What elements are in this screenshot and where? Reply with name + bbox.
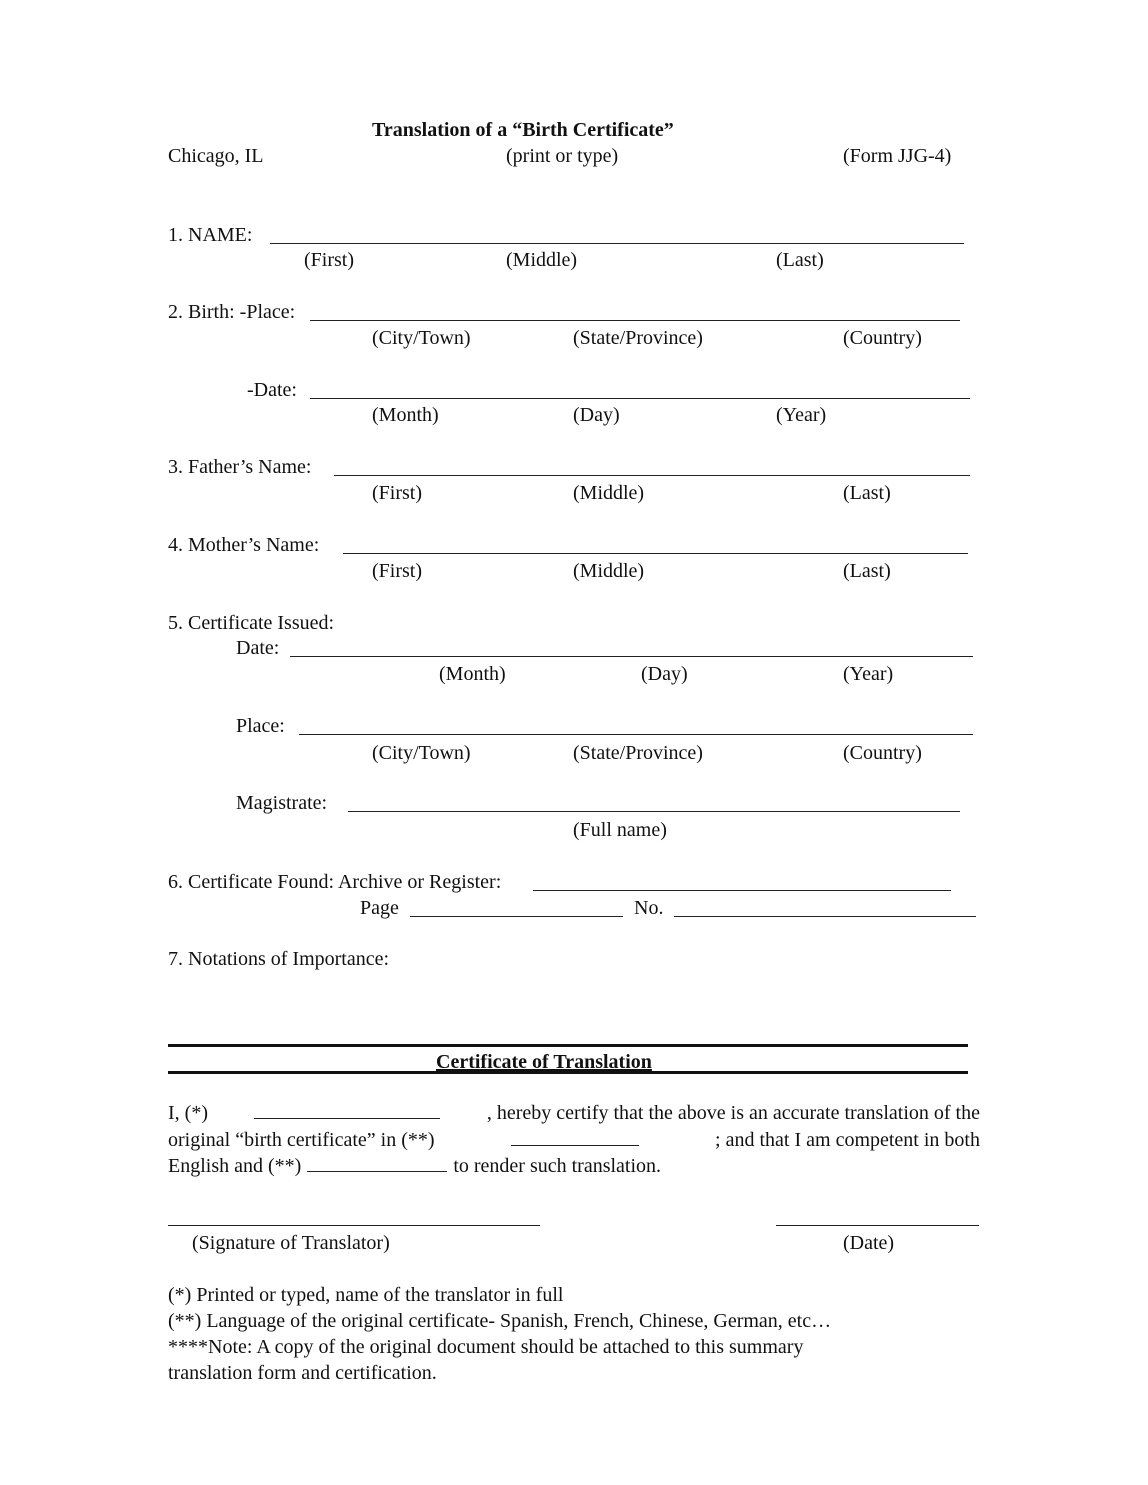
birth-state-caption: (State/Province) xyxy=(573,327,703,349)
magistrate-label: Magistrate: xyxy=(236,792,328,814)
render-text: to render such translation. xyxy=(453,1155,662,1177)
birth-city-caption: (City/Town) xyxy=(372,327,471,349)
birth-month-caption: (Month) xyxy=(372,404,439,426)
mother-last-caption: (Last) xyxy=(843,560,891,582)
page-label: Page xyxy=(360,897,399,919)
issued-day-caption: (Day) xyxy=(641,663,688,685)
father-middle-caption: (Middle) xyxy=(573,482,645,504)
father-first-caption: (First) xyxy=(372,482,422,504)
birth-place-label: 2. Birth: -Place: xyxy=(168,301,296,323)
original-language-blank[interactable] xyxy=(511,1127,639,1146)
birth-year-caption: (Year) xyxy=(776,404,827,426)
certify-text: , hereby certify that the above is an accurate translation of the xyxy=(486,1102,980,1124)
birth-date-label: -Date: xyxy=(247,379,297,401)
certification-paragraph xyxy=(168,1100,980,1180)
archive-register-line[interactable] xyxy=(533,890,951,891)
name-line[interactable] xyxy=(270,243,964,244)
issued-place-label: Place: xyxy=(236,715,285,737)
date-line[interactable] xyxy=(776,1225,979,1226)
mother-first-caption: (First) xyxy=(372,560,422,582)
translator-prefix: I, (*) xyxy=(168,1102,208,1124)
certification-line-3 xyxy=(168,1153,980,1180)
bottom-divider xyxy=(168,1071,968,1074)
certification-line-2 xyxy=(168,1127,980,1154)
mother-middle-caption: (Middle) xyxy=(573,560,645,582)
issued-state-caption: (State/Province) xyxy=(573,742,703,764)
date-caption: (Date) xyxy=(843,1232,895,1254)
form-id: (Form JJG-4) xyxy=(843,145,952,167)
page-line[interactable] xyxy=(410,916,623,917)
magistrate-fullname-caption: (Full name) xyxy=(573,819,667,841)
footnote-note: ****Note: A copy of the original document should be attached to this summary xyxy=(168,1336,804,1358)
father-name-label: 3. Father’s Name: xyxy=(168,456,312,478)
birth-day-caption: (Day) xyxy=(573,404,620,426)
location-text: Chicago, IL xyxy=(168,145,264,167)
print-instruction: (print or type) xyxy=(506,145,619,167)
number-label: No. xyxy=(634,897,664,919)
name-last-caption: (Last) xyxy=(776,249,824,271)
father-name-line[interactable] xyxy=(334,475,970,476)
birth-date-line[interactable] xyxy=(310,398,970,399)
cert-issued-label: 5. Certificate Issued: xyxy=(168,612,335,634)
issued-month-caption: (Month) xyxy=(439,663,506,685)
certificate-title: Certificate of Translation xyxy=(436,1051,652,1073)
issued-date-label: Date: xyxy=(236,637,280,659)
certification-line-1 xyxy=(168,1100,980,1127)
signature-line[interactable] xyxy=(168,1225,540,1226)
signature-caption: (Signature of Translator) xyxy=(192,1232,390,1254)
number-line[interactable] xyxy=(674,916,976,917)
issued-date-line[interactable] xyxy=(290,656,973,657)
issued-year-caption: (Year) xyxy=(843,663,894,685)
issued-country-caption: (Country) xyxy=(843,742,922,764)
english-prefix: English and (**) xyxy=(168,1155,302,1177)
footnote-note-continued: translation form and certification. xyxy=(168,1362,437,1384)
mother-name-line[interactable] xyxy=(343,553,968,554)
father-last-caption: (Last) xyxy=(843,482,891,504)
mother-name-label: 4. Mother’s Name: xyxy=(168,534,320,556)
name-label: 1. NAME: xyxy=(168,224,253,246)
english-language-blank[interactable] xyxy=(307,1153,447,1172)
issued-city-caption: (City/Town) xyxy=(372,742,471,764)
top-divider xyxy=(168,1044,968,1047)
competent-text: ; and that I am competent in both xyxy=(715,1128,980,1151)
notations-label: 7. Notations of Importance: xyxy=(168,948,390,970)
footnote-language: (**) Language of the original certificate- Spanish, French, Chinese, German, etc… xyxy=(168,1310,832,1332)
birth-country-caption: (Country) xyxy=(843,327,922,349)
footnote-translator: (*) Printed or typed, name of the translator in full xyxy=(168,1284,564,1306)
issued-place-line[interactable] xyxy=(299,734,973,735)
document-title: Translation of a “Birth Certificate” xyxy=(372,119,674,141)
cert-found-label: 6. Certificate Found: Archive or Register: xyxy=(168,871,502,893)
birth-place-line[interactable] xyxy=(310,320,960,321)
translator-name-blank[interactable] xyxy=(254,1100,440,1119)
name-first-caption: (First) xyxy=(304,249,354,271)
original-language-prefix: original “birth certificate” in (**) xyxy=(168,1128,435,1151)
magistrate-line[interactable] xyxy=(348,811,960,812)
name-middle-caption: (Middle) xyxy=(506,249,578,271)
